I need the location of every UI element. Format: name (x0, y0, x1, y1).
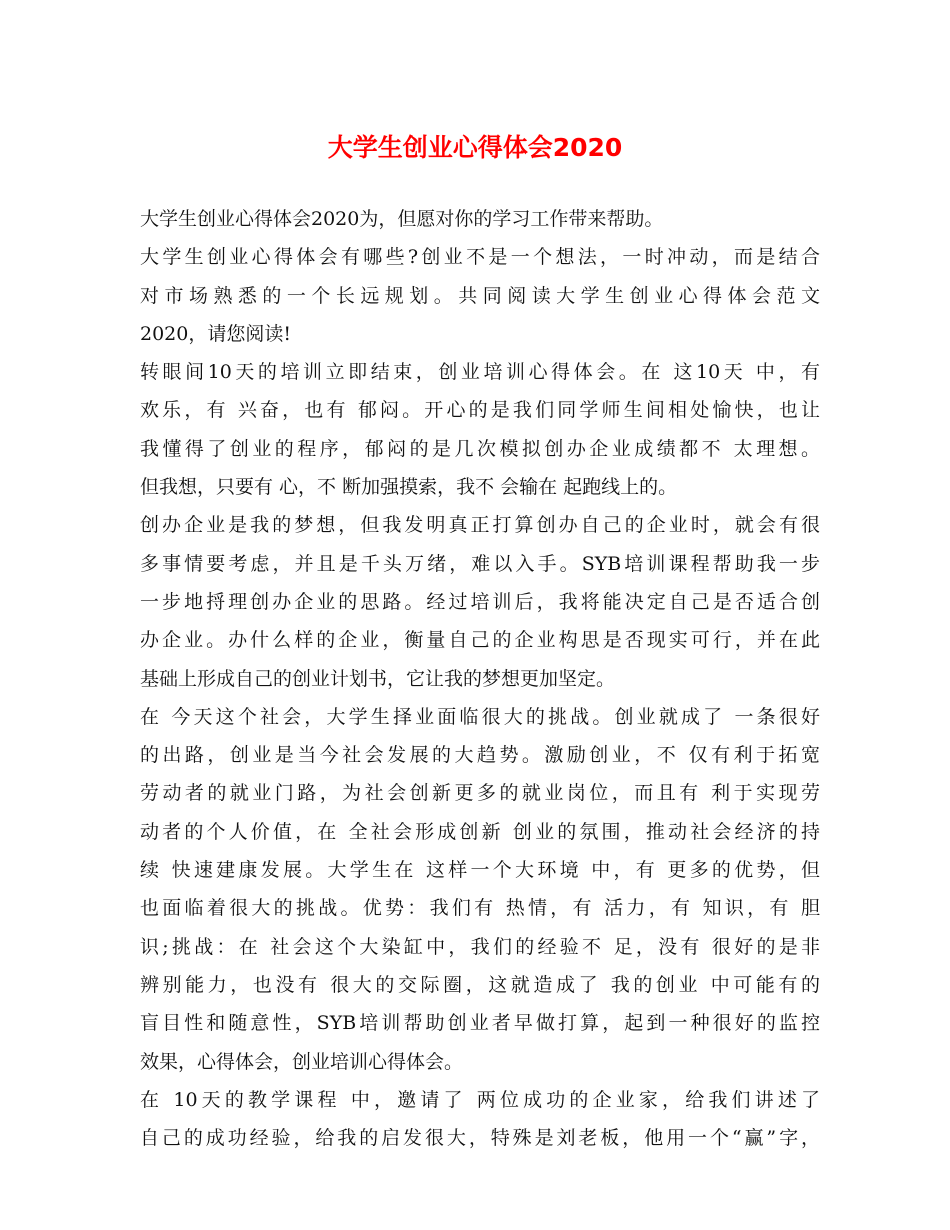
body-text-line: 转眼间10天的培训立即结束，创业培训心得体会。在 这10天 中，有 (140, 361, 820, 384)
body-text-line: 我懂得了创业的程序，郁闷的是几次模拟创办企业成绩都不 太理想。 (140, 437, 820, 460)
body-text-line: 识;挑战：在 社会这个大染缸中，我们的经验不 足，没有 很好的是非 (140, 935, 820, 958)
body-text-line: 盲目性和随意性，SYB培训帮助创业者早做打算，起到一种很好的监控 (140, 1012, 820, 1035)
body-text-line: 的出路，创业是当今社会发展的大趋势。激励创业，不 仅有利于拓宽 (140, 744, 820, 767)
body-text-line: 对市场熟悉的一个长远规划。共同阅读大学生创业心得体会范文 (140, 284, 820, 307)
body-text-line: 大学生创业心得体会2020为，但愿对你的学习工作带来帮助。 (140, 208, 664, 230)
body-text-line: 也面临着很大的挑战。优势：我们有 热情，有 活力，有 知识，有 胆 (140, 897, 820, 920)
body-text-line: 多事情要考虑，并且是千头万绪，难以入手。SYB培训课程帮助我一步 (140, 552, 820, 575)
body-text-line: 续 快速建康发展。大学生在 这样一个大环境 中，有 更多的优势，但 (140, 859, 820, 882)
document-title: 大学生创业心得体会2020 (327, 133, 623, 162)
body-text-line: 在 10天的教学课程 中，邀请了 两位成功的企业家，给我们讲述了 (140, 1088, 820, 1111)
body-text-line: 一步地捋理创办企业的思路。经过培训后，我将能决定自己是否适合创 (140, 590, 820, 613)
body-text-line: 欢乐，有 兴奋，也有 郁闷。开心的是我们同学师生间相处愉快，也让 (140, 399, 820, 422)
body-text-line: 劳动者的就业门路，为社会创新更多的就业岗位，而且有 利于实现劳 (140, 782, 820, 805)
body-text-line: 但我想，只要有 心，不 断加强摸索，我不 会输在 起跑线上的。 (140, 476, 678, 499)
body-text-line: 大学生创业心得体会有哪些?创业不是一个想法，一时冲动，而是结合 (140, 246, 820, 269)
body-text-line: 在 今天这个社会，大学生择业面临很大的挑战。创业就成了 一条很好 (140, 705, 820, 728)
body-text-line: 效果，心得体会，创业培训心得体会。 (140, 1050, 464, 1073)
body-text-line: 2020，请您阅读! (140, 322, 291, 345)
body-text-line: 办企业。办什么样的企业，衡量自己的企业构思是否现实可行，并在此 (140, 629, 820, 652)
body-text-line: 创办企业是我的梦想，但我发明真正打算创办自己的企业时，就会有很 (140, 514, 820, 537)
body-text-line: 自己的成功经验，给我的启发很大，特殊是刘老板，他用一个“赢”字， (140, 1127, 820, 1150)
body-text-line: 辨别能力，也没有 很大的交际圈，这就造成了 我的创业 中可能有的 (140, 973, 820, 996)
body-text-line: 基础上形成自己的创业计划书，它让我的梦想更加坚定。 (140, 667, 616, 690)
body-text-line: 动者的个人价值，在 全社会形成创新 创业的氛围，推动社会经济的持 (140, 820, 820, 843)
document-body (140, 200, 820, 1157)
